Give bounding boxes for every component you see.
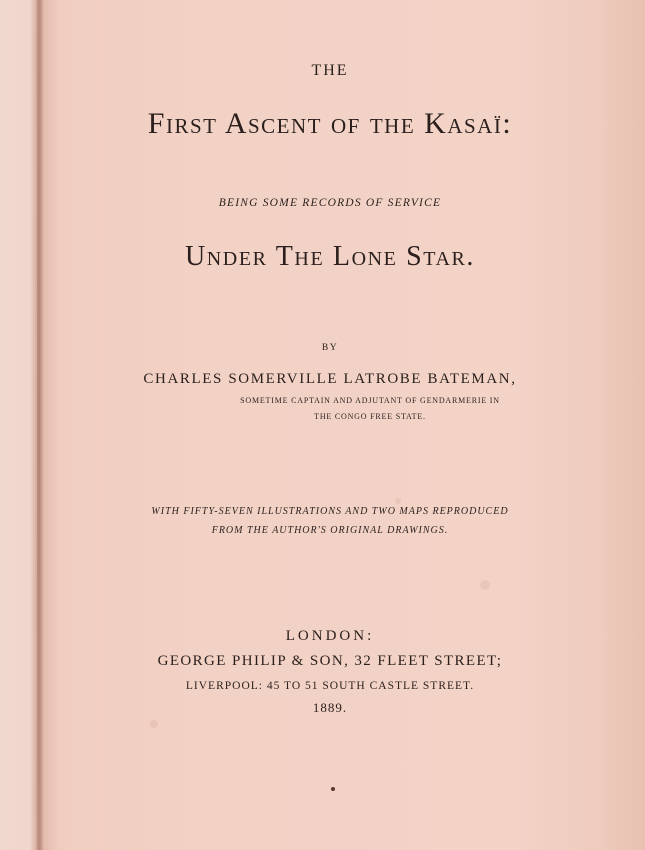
main-title: First Ascent of the Kasaï:	[147, 107, 513, 140]
publication-place: LONDON:	[285, 628, 375, 644]
author-role-line-1: SOMETIME CAPTAIN AND ADJUTANT OF GENDARMERIE IN	[240, 396, 500, 405]
subtitle: BEING SOME RECORDS OF SERVICE	[218, 197, 442, 209]
author-role-line-2: THE CONGO FREE STATE.	[314, 412, 426, 421]
foxing-spot	[150, 720, 158, 728]
publisher-branch-line: LIVERPOOL: 45 TO 51 SOUTH CASTLE STREET.	[185, 680, 475, 692]
illustrations-note-line-1: WITH FIFTY-SEVEN ILLUSTRATIONS AND TWO MAPS REPRODUCED	[151, 506, 509, 517]
ink-speck	[331, 787, 335, 791]
foxing-spot	[395, 498, 401, 504]
title-article: THE	[311, 62, 349, 79]
foxing-spot	[480, 580, 490, 590]
illustrations-note-line-2: FROM THE AUTHOR'S ORIGINAL DRAWINGS.	[211, 525, 449, 536]
publisher-line: GEORGE PHILIP & SON, 32 FLEET STREET;	[157, 653, 503, 669]
author-name: CHARLES SOMERVILLE LATROBE BATEMAN,	[143, 371, 517, 387]
by-line: BY	[321, 343, 339, 353]
secondary-title: Under The Lone Star.	[184, 241, 476, 272]
publication-year: 1889.	[312, 700, 348, 715]
